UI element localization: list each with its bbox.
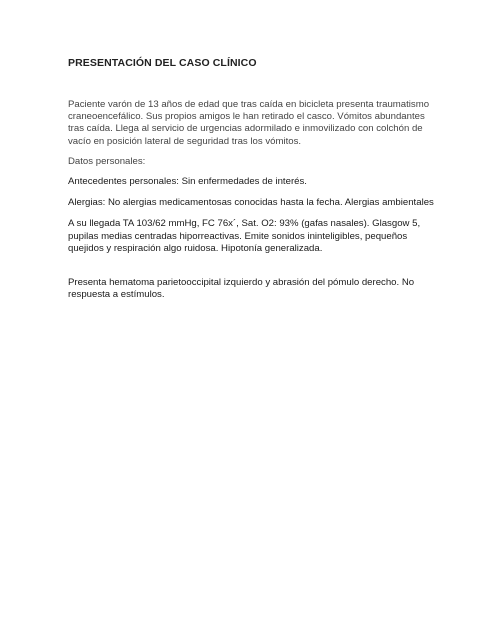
datos-personales-label: Datos personales: [68,155,146,167]
hematoma-paragraph: Presenta hematoma parietooccipital izquierdo y abrasión del pómulo derecho. No respuesta a estímulos. [68,277,415,301]
document-title: PRESENTACIÓN DEL CASO CLÍNICO [68,57,257,69]
llegada-paragraph: A su llegada TA 103/62 mmHg, FC 76x´, Sat. O2: 93% (gafas nasales). Glasgow 5, pupilas medias centradas hiporreactivas. Emite sonidos ininteligibles, pequeños quejidos y respiración algo ruidosa. Hipotonía generalizada. [68,218,421,254]
alergias-paragraph: Alergias: No alergias medicamentosas conocidas hasta la fecha. Alergias ambientales [68,197,434,209]
intro-paragraph: Paciente varón de 13 años de edad que tras caída en bicicleta presenta traumatismo craneoencefálico. Sus propios amigos le han retirado el casco. Vómitos abundantes tras caída. Llega al servicio de urgencias adormilado e inmovilizado con colchón de vacío en posición lateral de seguridad tras los vómitos. [68,99,430,147]
antecedentes-paragraph: Antecedentes personales: Sin enfermedades de interés. [68,176,307,188]
document-page [68,56,438,301]
